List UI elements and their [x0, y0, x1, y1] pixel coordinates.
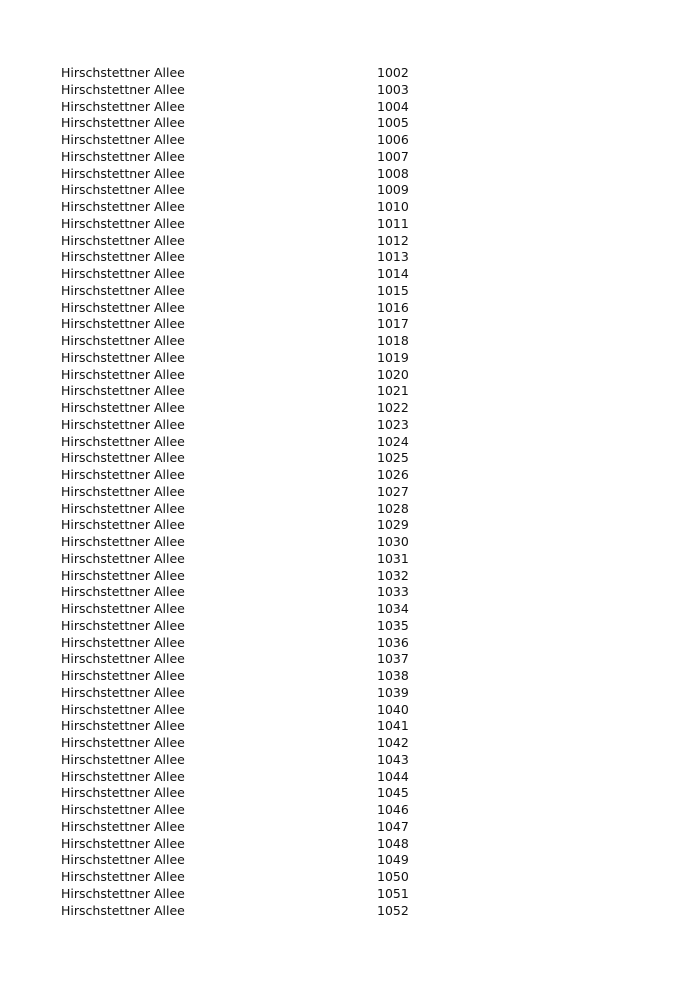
street-name: Hirschstettner Allee [61, 584, 185, 600]
list-item [61, 434, 421, 451]
house-number: 1039 [377, 684, 409, 700]
list-item [61, 350, 421, 367]
house-number: 1033 [377, 584, 409, 600]
street-name: Hirschstettner Allee [61, 115, 185, 131]
list-item [61, 333, 421, 350]
house-number: 1034 [377, 601, 409, 616]
house-number: 1040 [377, 701, 409, 717]
list-item [61, 903, 421, 920]
street-name: Hirschstettner Allee [61, 65, 185, 80]
list-item [61, 651, 421, 668]
house-number: 1023 [377, 416, 409, 432]
house-number: 1005 [377, 115, 409, 131]
house-number: 1014 [377, 266, 409, 281]
street-name: Hirschstettner Allee [61, 98, 185, 114]
list-item [61, 65, 421, 82]
street-name: Hirschstettner Allee [61, 785, 185, 801]
street-name: Hirschstettner Allee [61, 751, 185, 767]
street-name: Hirschstettner Allee [61, 433, 185, 449]
list-item [61, 484, 421, 501]
house-number: 1008 [377, 165, 409, 181]
street-name: Hirschstettner Allee [61, 668, 185, 683]
list-item [61, 584, 421, 601]
house-number: 1028 [377, 500, 409, 516]
house-number: 1049 [377, 852, 409, 868]
street-name: Hirschstettner Allee [61, 383, 185, 399]
house-number: 1035 [377, 617, 409, 633]
list-item [61, 501, 421, 518]
street-name: Hirschstettner Allee [61, 232, 185, 248]
list-item [61, 233, 421, 250]
list-item [61, 283, 421, 300]
list-item [61, 216, 421, 233]
list-item [61, 752, 421, 769]
list-item [61, 635, 421, 652]
street-name: Hirschstettner Allee [61, 182, 185, 198]
house-number: 1046 [377, 802, 409, 817]
street-name: Hirschstettner Allee [61, 132, 185, 147]
list-item [61, 886, 421, 903]
list-item [61, 266, 421, 283]
street-name: Hirschstettner Allee [61, 215, 185, 231]
house-number: 1006 [377, 132, 409, 147]
list-item [61, 618, 421, 635]
house-number: 1027 [377, 483, 409, 499]
street-name: Hirschstettner Allee [61, 400, 185, 415]
street-name: Hirschstettner Allee [61, 517, 185, 533]
house-number: 1032 [377, 567, 409, 583]
list-item [61, 300, 421, 317]
list-item [61, 785, 421, 802]
list-item [61, 735, 421, 752]
list-item [61, 601, 421, 618]
street-name: Hirschstettner Allee [61, 366, 185, 382]
list-item [61, 551, 421, 568]
street-name: Hirschstettner Allee [61, 684, 185, 700]
list-item [61, 149, 421, 166]
street-name: Hirschstettner Allee [61, 651, 185, 667]
street-name: Hirschstettner Allee [61, 165, 185, 181]
list-item [61, 182, 421, 199]
house-number: 1030 [377, 534, 409, 549]
street-name: Hirschstettner Allee [61, 902, 185, 918]
list-item [61, 249, 421, 266]
street-name: Hirschstettner Allee [61, 601, 185, 616]
list-item [61, 316, 421, 333]
house-number: 1024 [377, 433, 409, 449]
street-name: Hirschstettner Allee [61, 148, 185, 164]
house-number: 1018 [377, 333, 409, 348]
house-number: 1047 [377, 818, 409, 834]
address-list [61, 65, 421, 919]
house-number: 1009 [377, 182, 409, 198]
street-name: Hirschstettner Allee [61, 852, 185, 868]
house-number: 1002 [377, 65, 409, 80]
house-number: 1025 [377, 450, 409, 466]
street-name: Hirschstettner Allee [61, 450, 185, 466]
house-number: 1042 [377, 735, 409, 750]
street-name: Hirschstettner Allee [61, 249, 185, 265]
house-number: 1051 [377, 885, 409, 901]
house-number: 1017 [377, 316, 409, 332]
house-number: 1010 [377, 199, 409, 214]
street-name: Hirschstettner Allee [61, 617, 185, 633]
street-name: Hirschstettner Allee [61, 282, 185, 298]
house-number: 1013 [377, 249, 409, 265]
list-item [61, 400, 421, 417]
list-item [61, 166, 421, 183]
house-number: 1050 [377, 869, 409, 884]
house-number: 1052 [377, 902, 409, 918]
house-number: 1044 [377, 768, 409, 784]
house-number: 1036 [377, 634, 409, 650]
list-item [61, 852, 421, 869]
street-name: Hirschstettner Allee [61, 416, 185, 432]
house-number: 1029 [377, 517, 409, 533]
house-number: 1015 [377, 282, 409, 298]
list-item [61, 534, 421, 551]
list-item [61, 869, 421, 886]
street-name: Hirschstettner Allee [61, 701, 185, 717]
list-item [61, 450, 421, 467]
street-name: Hirschstettner Allee [61, 467, 185, 482]
list-item [61, 668, 421, 685]
house-number: 1020 [377, 366, 409, 382]
house-number: 1012 [377, 232, 409, 248]
house-number: 1043 [377, 751, 409, 767]
list-item [61, 82, 421, 99]
street-name: Hirschstettner Allee [61, 735, 185, 750]
street-name: Hirschstettner Allee [61, 316, 185, 332]
street-name: Hirschstettner Allee [61, 483, 185, 499]
street-name: Hirschstettner Allee [61, 718, 185, 734]
street-name: Hirschstettner Allee [61, 333, 185, 348]
street-name: Hirschstettner Allee [61, 818, 185, 834]
list-item [61, 836, 421, 853]
house-number: 1003 [377, 81, 409, 97]
house-number: 1037 [377, 651, 409, 667]
street-name: Hirschstettner Allee [61, 634, 185, 650]
street-name: Hirschstettner Allee [61, 567, 185, 583]
list-item [61, 802, 421, 819]
house-number: 1022 [377, 400, 409, 415]
house-number: 1038 [377, 668, 409, 683]
street-name: Hirschstettner Allee [61, 550, 185, 566]
list-item [61, 367, 421, 384]
list-item [61, 417, 421, 434]
house-number: 1045 [377, 785, 409, 801]
street-name: Hirschstettner Allee [61, 835, 185, 851]
house-number: 1041 [377, 718, 409, 734]
house-number: 1021 [377, 383, 409, 399]
house-number: 1011 [377, 215, 409, 231]
house-number: 1026 [377, 467, 409, 482]
street-name: Hirschstettner Allee [61, 199, 185, 214]
street-name: Hirschstettner Allee [61, 869, 185, 884]
house-number: 1031 [377, 550, 409, 566]
list-item [61, 383, 421, 400]
house-number: 1004 [377, 98, 409, 114]
street-name: Hirschstettner Allee [61, 534, 185, 549]
street-name: Hirschstettner Allee [61, 299, 185, 315]
list-item [61, 819, 421, 836]
street-name: Hirschstettner Allee [61, 802, 185, 817]
list-item [61, 685, 421, 702]
street-name: Hirschstettner Allee [61, 768, 185, 784]
list-item [61, 718, 421, 735]
list-item [61, 199, 421, 216]
list-item [61, 769, 421, 786]
list-item [61, 115, 421, 132]
list-item [61, 702, 421, 719]
street-name: Hirschstettner Allee [61, 500, 185, 516]
list-item [61, 467, 421, 484]
list-item [61, 568, 421, 585]
street-name: Hirschstettner Allee [61, 266, 185, 281]
street-name: Hirschstettner Allee [61, 885, 185, 901]
street-name: Hirschstettner Allee [61, 81, 185, 97]
house-number: 1048 [377, 835, 409, 851]
house-number: 1007 [377, 148, 409, 164]
house-number: 1019 [377, 349, 409, 365]
street-name: Hirschstettner Allee [61, 349, 185, 365]
house-number: 1016 [377, 299, 409, 315]
list-item [61, 517, 421, 534]
list-item [61, 132, 421, 149]
list-item [61, 99, 421, 116]
